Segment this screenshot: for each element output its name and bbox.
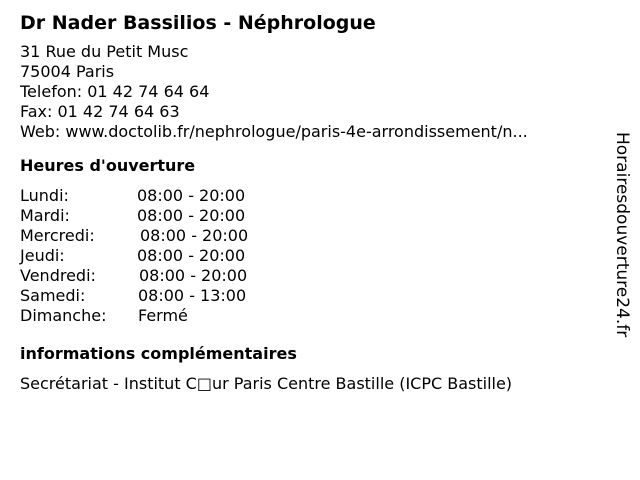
hours-day: Vendredi: [20,266,96,285]
hours-day: Jeudi: [20,246,65,265]
hours-row [20,246,600,266]
brand-label: Horairesdouverture24.fr [612,132,632,338]
hours-row [20,266,600,286]
hours-row [20,286,600,306]
website-link[interactable]: Web: www.doctolib.fr/nephrologue/paris-4e-arrondissement/n... [20,122,528,141]
hours-time: 08:00 - 20:00 [137,186,246,205]
phone-number: Telefon: 01 42 74 64 64 [20,82,210,101]
hours-table [20,186,600,326]
hours-time: 08:00 - 20:00 [137,246,246,265]
hours-row [20,186,600,206]
hours-time: Fermé [138,306,188,325]
hours-time: 08:00 - 20:00 [137,206,246,225]
info-text: Secrétariat - Institut C□ur Paris Centre Bastille (ICPC Bastille) [20,374,513,393]
hours-day: Mercredi: [20,226,95,245]
city-address: 75004 Paris [20,62,115,81]
hours-day: Lundi: [20,186,69,205]
hours-row [20,306,600,326]
hours-heading: Heures d'ouverture [20,156,196,175]
hours-row [20,206,600,226]
info-heading: informations complémentaires [20,344,297,363]
address-block [20,42,600,142]
fax-number: Fax: 01 42 74 64 63 [20,102,180,121]
business-card [20,10,600,394]
hours-time: 08:00 - 20:00 [140,226,249,245]
page-title: Dr Nader Bassilios - Néphrologue [20,12,376,34]
hours-time: 08:00 - 13:00 [138,286,247,305]
hours-time: 08:00 - 20:00 [139,266,248,285]
street-address: 31 Rue du Petit Musc [20,42,189,61]
hours-day: Mardi: [20,206,70,225]
hours-day: Dimanche: [20,306,107,325]
brand-watermark[interactable] [608,132,636,372]
hours-row [20,226,600,246]
hours-day: Samedi: [20,286,86,305]
